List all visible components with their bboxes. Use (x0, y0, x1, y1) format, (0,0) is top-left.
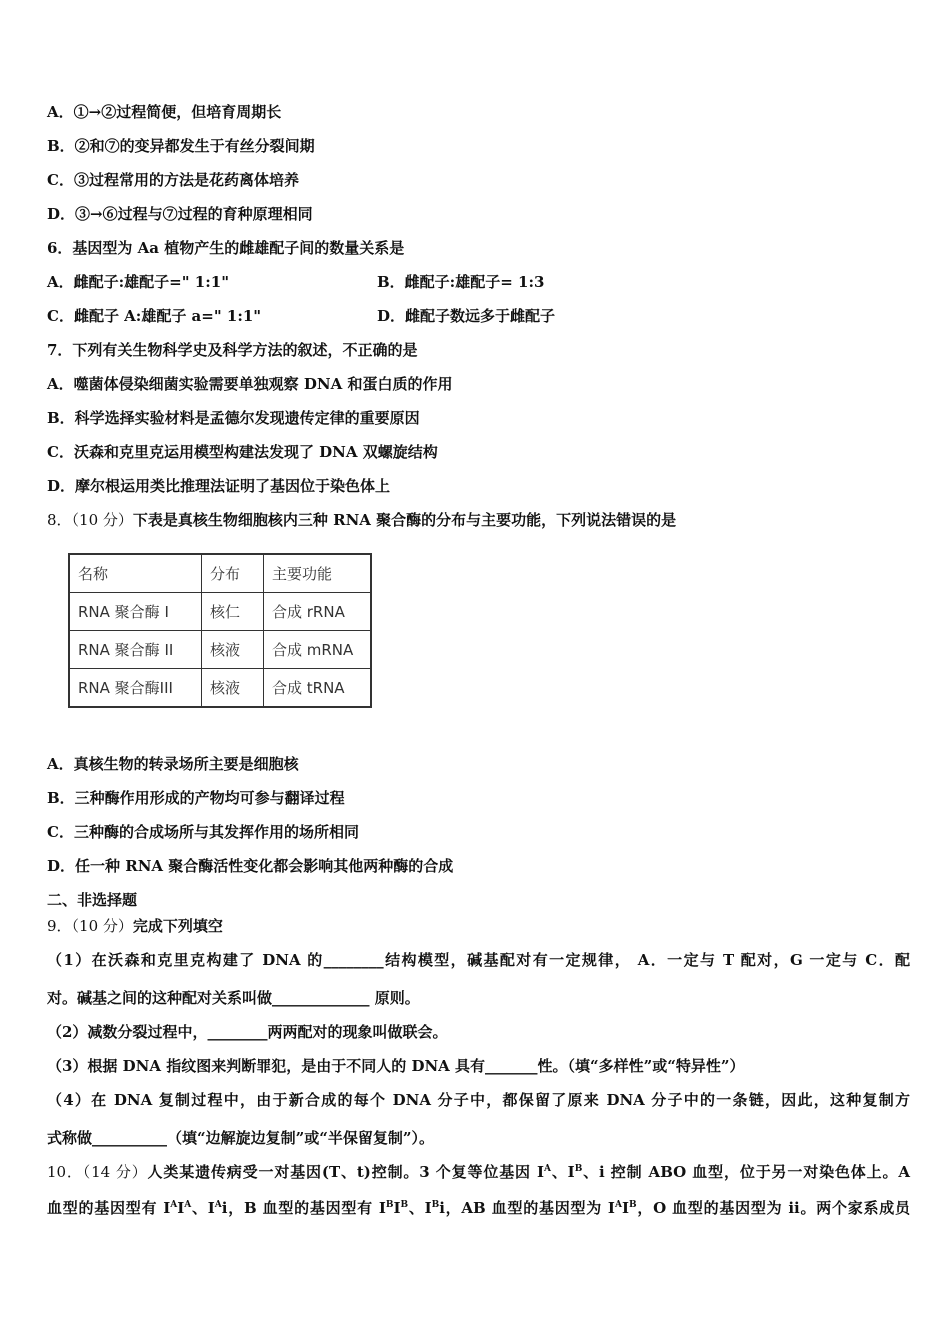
q8-score: 8．（10 分） (47, 511, 133, 529)
table-cell: 核液 (202, 631, 264, 669)
q10-text: 、I (191, 1199, 215, 1217)
q7-option-a: A．噬菌体侵染细菌实验需要单独观察 DNA 和蛋白质的作用 (47, 375, 453, 393)
q10-text: I (177, 1199, 185, 1217)
section-title: 二、非选择题 (47, 891, 138, 909)
table-header-distribution: 分布 (202, 554, 264, 593)
superscript: A (184, 1200, 192, 1210)
superscript: B (431, 1200, 440, 1210)
table-cell: RNA 聚合酶 II (69, 631, 202, 669)
q5-option-a: A．①→②过程简便，但培育周期长 (47, 103, 282, 121)
superscript: A (170, 1200, 178, 1210)
q5-option-b: B．②和⑦的变异都发生于有丝分裂间期 (47, 137, 315, 155)
q10-text: 、i 控制 ABO 血型，位于另一对染色体上。A (582, 1163, 910, 1181)
q10-text: 血型的基因型有 I (47, 1199, 171, 1217)
table-cell: 合成 mRNA (264, 631, 372, 669)
q6-option-c: C．雌配子 A:雄配子 a=" 1:1" (47, 307, 262, 325)
q9-score: 9．（10 分） (47, 917, 133, 935)
superscript: B (628, 1200, 637, 1210)
q7-stem: 7．下列有关生物科学史及科学方法的叙述，不正确的是 (47, 341, 418, 359)
q8-stem (47, 510, 910, 530)
q6-option-d: D．雌配子数远多于雌配子 (377, 307, 556, 325)
q10-text: I (393, 1199, 401, 1217)
q6-stem: 6．基因型为 Aa 植物产生的雌雄配子间的数量关系是 (47, 239, 405, 257)
table-row (69, 593, 371, 631)
q8-option-b: B．三种酶作用形成的产物均可参与翻译过程 (47, 789, 345, 807)
table-header-function: 主要功能 (264, 554, 372, 593)
superscript: A (214, 1200, 222, 1210)
q8-option-d: D．任一种 RNA 聚合酶活性变化都会影响其他两种酶的合成 (47, 857, 454, 875)
table-row (69, 669, 371, 708)
q10-line2 (47, 1198, 910, 1218)
q10-text: i，AB 血型的基因型为 I (439, 1199, 615, 1217)
table-cell: 合成 tRNA (264, 669, 372, 708)
q7-option-b: B．科学选择实验材料是孟德尔发现遗传定律的重要原因 (47, 409, 420, 427)
q6-options-row1 (47, 272, 907, 292)
table-cell: 合成 rRNA (264, 593, 372, 631)
q10-text: I (621, 1199, 629, 1217)
table-header-row (69, 554, 371, 593)
q9-part1-line1: （1）在沃森和克里克构建了 DNA 的________结构模型，碱基配对有一定规律， A．一定与 T 配对，G 一定与 C．配 (47, 951, 910, 969)
superscript: B (400, 1200, 409, 1210)
q5-option-d: D．③→⑥过程与⑦过程的育种原理相同 (47, 205, 313, 223)
q10-line1 (47, 1162, 910, 1182)
superscript: A (614, 1200, 622, 1210)
q5-option-c: C．③过程常用的方法是花药离体培养 (47, 171, 299, 189)
q8-option-c: C．三种酶的合成场所与其发挥作用的场所相同 (47, 823, 359, 841)
superscript: B (385, 1200, 394, 1210)
q9-part4-line1: （4）在 DNA 复制过程中，由于新合成的每个 DNA 分子中，都保留了原来 DNA 分子中的一条链，因此，这种复制方 (47, 1091, 910, 1109)
table-cell: RNA 聚合酶 I (69, 593, 202, 631)
q6-options-row2 (47, 306, 907, 326)
q6-option-a: A．雌配子:雄配子=" 1:1" (47, 273, 230, 291)
q10-text: 人类某遗传病受一对基因(T、t)控制。3 个复等位基因 I (147, 1163, 544, 1181)
table-header-name: 名称 (69, 554, 202, 593)
table-cell: 核液 (202, 669, 264, 708)
table-cell: RNA 聚合酶III (69, 669, 202, 708)
q9-part1-line2: 对。碱基之间的这种配对关系叫做_____________ 原则。 (47, 989, 420, 1007)
q9-part3: （3）根据 DNA 指纹图来判断罪犯，是由于不同人的 DNA 具有_______性。（填“多样性”或“特异性”） (47, 1057, 745, 1075)
q9-stem (47, 916, 910, 936)
q9-stem-text: 完成下列填空 (132, 917, 223, 935)
superscript: B (574, 1164, 583, 1174)
q9-part2: （2）减数分裂过程中，________两两配对的现象叫做联会。 (47, 1023, 448, 1041)
superscript: A (544, 1164, 551, 1174)
table-row (69, 631, 371, 669)
q6-option-b: B．雌配子:雄配子= 1:3 (377, 273, 545, 291)
q10-text: ，O 血型的基因型为 ii。两个家系成员 (636, 1199, 910, 1217)
q9-part4-line2: 式称做__________（填“边解旋边复制”或“半保留复制”）。 (47, 1129, 435, 1147)
q10-text: 、I (550, 1163, 575, 1181)
q8-option-a: A．真核生物的转录场所主要是细胞核 (47, 755, 299, 773)
q10-text: i，B 血型的基因型有 I (221, 1199, 386, 1217)
rna-polymerase-table (68, 553, 372, 708)
q7-option-c: C．沃森和克里克运用模型构建法发现了 DNA 双螺旋结构 (47, 443, 438, 461)
q10-text: 、I (408, 1199, 432, 1217)
q7-option-d: D．摩尔根运用类比推理法证明了基因位于染色体上 (47, 477, 391, 495)
q8-stem-text: 下表是真核生物细胞核内三种 RNA 聚合酶的分布与主要功能，下列说法错误的是 (132, 511, 677, 529)
table-cell: 核仁 (202, 593, 264, 631)
q10-score: 10．（14 分） (47, 1163, 148, 1181)
